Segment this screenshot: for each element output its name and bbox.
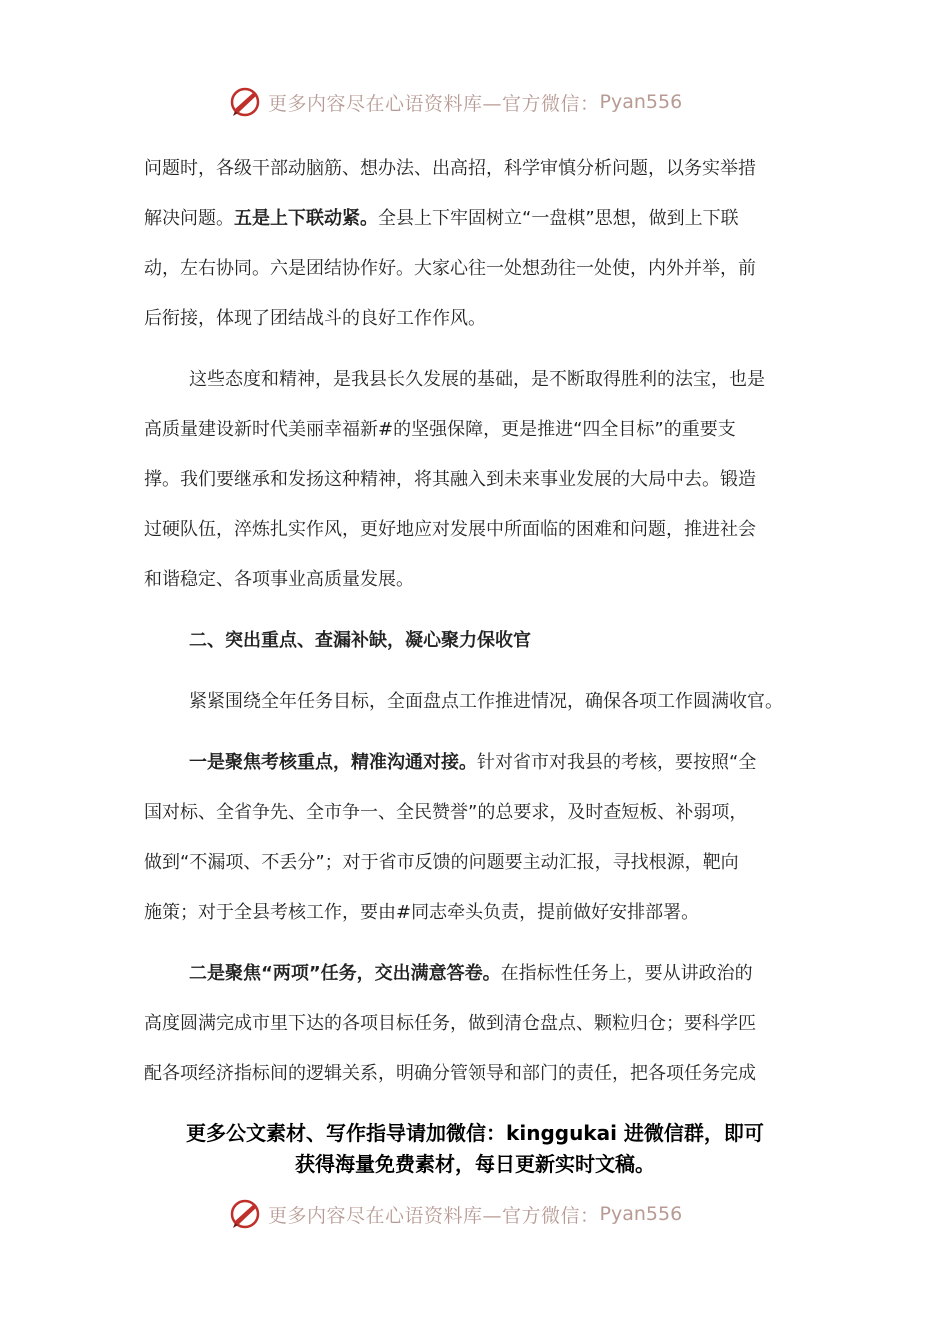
footer-banner xyxy=(0,1192,950,1236)
text-line: 国对标、全省争先、全市争一、全民赞誉”的总要求，及时查短板、补弱项， xyxy=(144,802,748,823)
text-line: 撑。我们要继承和发扬这种精神，将其融入到未来事业发展的大局中去。锻造 xyxy=(144,469,756,490)
promo-line-2: 获得海量免费素材，每日更新实时文稿。 xyxy=(295,1152,655,1176)
text-line: 问题时，各级干部动脑筋、想办法、出高招，科学审慎分析问题，以务实举措 xyxy=(144,158,756,179)
paragraph-4 xyxy=(144,738,816,938)
header-banner xyxy=(0,80,950,124)
bold-run: 一是聚焦考核重点，精准沟通对接。 xyxy=(189,752,477,773)
brand-logo-icon xyxy=(228,84,264,120)
text-line xyxy=(144,738,816,788)
text-run: 全县上下牢固树立“一盘棋”思想，做到上下联 xyxy=(378,208,739,229)
brand-logo-icon xyxy=(228,1196,264,1232)
promo-notice xyxy=(0,1118,950,1180)
text-line: 动，左右协同。六是团结协作好。大家心往一处想劲往一处使，内外并举，前 xyxy=(144,258,756,279)
paragraph-2 xyxy=(144,355,816,605)
text-line: 施策；对于全县考核工作，要由#同志牵头负责，提前做好安排部署。 xyxy=(144,902,700,923)
paragraph-5 xyxy=(144,949,816,1099)
heading-text: 二、突出重点、查漏补缺，凝心聚力保收官 xyxy=(189,630,531,651)
text-run: 在指标性任务上，要从讲政治的 xyxy=(500,963,753,984)
text-line: 后衔接，体现了团结战斗的良好工作作风。 xyxy=(144,308,486,329)
text-line: 做到“不漏项、不丢分”；对于省市反馈的问题要主动汇报，寻找根源，靶向 xyxy=(144,852,739,873)
text-line xyxy=(144,194,816,244)
banner-wechat-id: Pyan556 xyxy=(599,91,683,113)
banner-text: 更多内容尽在心语资料库—官方微信： xyxy=(268,1204,600,1227)
section-heading xyxy=(144,616,816,666)
text-line: 过硬队伍，淬炼扎实作风，更好地应对发展中所面临的困难和问题，推进社会 xyxy=(144,519,756,540)
text-line: 紧紧围绕全年任务目标，全面盘点工作推进情况，确保各项工作圆满收官。 xyxy=(189,691,783,712)
bold-run: 二是聚焦“两项”任务，交出满意答卷。 xyxy=(189,963,501,984)
bold-run: 五是上下联动紧。 xyxy=(234,208,378,229)
promo-line-1: 更多公文素材、写作指导请加微信：kinggukai 进微信群，即可 xyxy=(186,1121,764,1145)
text-run: 解决问题。 xyxy=(144,208,234,229)
banner-text: 更多内容尽在心语资料库—官方微信： xyxy=(268,92,600,115)
text-run: 针对省市对我县的考核，要按照“全 xyxy=(477,752,757,773)
text-line: 高度圆满完成市里下达的各项目标任务，做到清仓盘点、颗粒归仓；要科学匹 xyxy=(144,1013,756,1034)
text-line: 和谐稳定、各项事业高质量发展。 xyxy=(144,569,414,590)
paragraph-1 xyxy=(144,144,816,344)
paragraph-3 xyxy=(144,677,816,727)
text-line: 高质量建设新时代美丽幸福新#的坚强保障，更是推进“四全目标”的重要支 xyxy=(144,419,736,440)
footer-banner-content xyxy=(228,1192,682,1236)
document-body xyxy=(144,144,816,1099)
header-banner-content xyxy=(228,80,682,124)
text-line: 配各项经济指标间的逻辑关系，明确分管领导和部门的责任，把各项任务完成 xyxy=(144,1063,756,1084)
banner-wechat-id: Pyan556 xyxy=(599,1203,683,1225)
text-line xyxy=(144,949,816,999)
text-line: 这些态度和精神，是我县长久发展的基础，是不断取得胜利的法宝，也是 xyxy=(189,369,765,390)
